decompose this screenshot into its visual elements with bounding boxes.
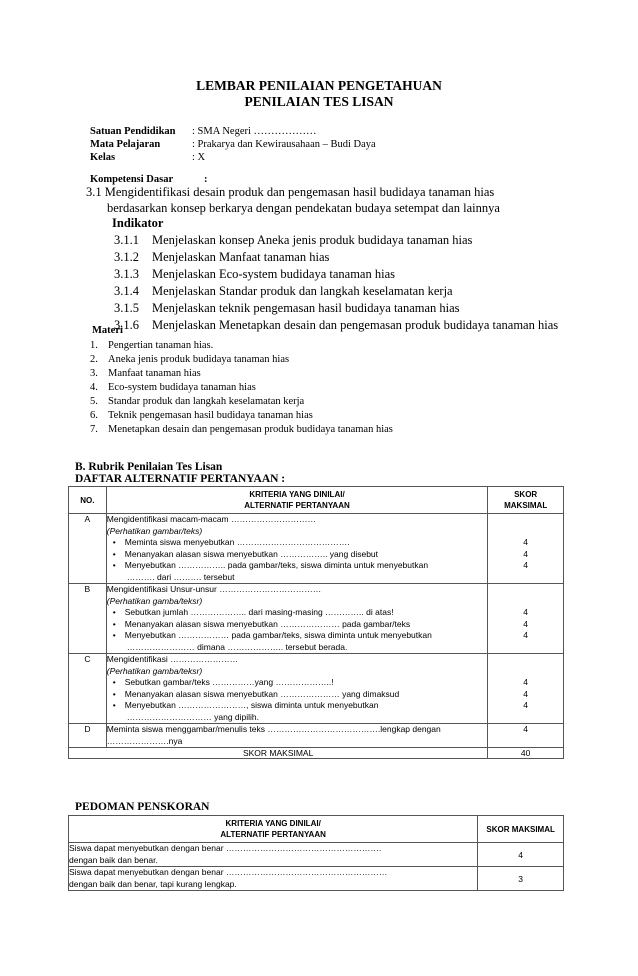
score-value: 4 bbox=[523, 548, 529, 559]
criteria-note: (Perhatikan gambar/teks) bbox=[106, 525, 203, 536]
info-value-mapel: : Prakarya dan Kewirausahaan – Budi Daya bbox=[192, 139, 376, 150]
info-value-kd: : bbox=[204, 174, 208, 185]
row-scores bbox=[488, 724, 564, 748]
score-value: 3 bbox=[478, 867, 564, 891]
score-value: 4 bbox=[523, 618, 529, 629]
materi-item: Eco-system budidaya tanaman hias bbox=[108, 382, 256, 393]
score-value: 4 bbox=[523, 537, 529, 547]
criteria-bullet-cont: ………. dari ………. tersebut bbox=[126, 571, 235, 582]
table-row bbox=[69, 654, 564, 724]
materi-num: 1. bbox=[90, 340, 98, 351]
materi-item: Teknik pengemasan hasil budidaya tanaman hias bbox=[108, 410, 313, 421]
materi-num: 3. bbox=[90, 368, 98, 379]
materi-num: 6. bbox=[90, 410, 98, 421]
criteria-note: (Perhatikan gamba/teksr) bbox=[106, 665, 203, 676]
bullet-icon: • bbox=[112, 630, 116, 640]
indikator-text: Menjelaskan Menetapkan desain dan pengemasan produk budidaya tanaman hias bbox=[152, 318, 559, 332]
table-row bbox=[69, 843, 564, 867]
table-row bbox=[69, 724, 564, 748]
total-label: SKOR MAKSIMAL bbox=[69, 748, 488, 759]
info-value-satuan: : SMA Negeri ……………… bbox=[192, 126, 317, 137]
info-label-kd: Kompetensi Dasar bbox=[90, 174, 174, 185]
row-criteria bbox=[106, 584, 488, 654]
materi-item: Standar produk dan langkah keselamatan kerja bbox=[108, 396, 305, 407]
row-criteria bbox=[69, 843, 478, 867]
col-header-kriteria-line1: KRITERIA YANG DINILAI/ bbox=[249, 489, 345, 499]
row-no: B bbox=[69, 584, 107, 654]
table-row bbox=[69, 584, 564, 654]
row-criteria bbox=[106, 724, 488, 748]
materi-item: Menetapkan desain dan pengemasan produk budidaya tanaman hias bbox=[108, 424, 393, 435]
info-label-kelas: Kelas bbox=[90, 152, 116, 163]
indikator-text: Menjelaskan Manfaat tanaman hias bbox=[152, 250, 330, 264]
score-value: 4 bbox=[523, 724, 529, 734]
materi-num: 5. bbox=[90, 396, 98, 407]
row-criteria bbox=[69, 867, 478, 891]
col-header-skor: SKOR MAKSIMAL bbox=[478, 816, 564, 843]
daftar-heading: DAFTAR ALTERNATIF PERTANYAAN : bbox=[75, 473, 286, 485]
bullet-icon: • bbox=[112, 618, 116, 629]
col-header-no: NO. bbox=[69, 487, 107, 514]
col-header-kriteria-line2: ALTERNATIF PERTANYAAN bbox=[220, 830, 326, 839]
criteria-bullet: Menanyakan alasan siswa menyebutkan ………………… pada gambar/teks bbox=[124, 618, 411, 629]
materi-num: 2. bbox=[90, 354, 98, 365]
materi-heading: Materi bbox=[92, 325, 123, 336]
criteria-line: Siswa dapat menyebutkan dengan benar ………………………………………………… bbox=[69, 867, 388, 877]
document-subtitle: PENILAIAN TES LISAN bbox=[244, 94, 394, 109]
indikator-num: 3.1.3 bbox=[114, 267, 139, 281]
criteria-bullet: Sebutkan jumlah ……………….. dari masing-masing ………….. di atas! bbox=[124, 607, 394, 617]
info-label-mapel: Mata Pelajaran bbox=[90, 139, 161, 150]
pedoman-heading: PEDOMAN PENSKORAN bbox=[75, 801, 210, 813]
indikator-text: Menjelaskan konsep Aneka jenis produk budidaya tanaman hias bbox=[152, 233, 473, 247]
indikator-num: 3.1.2 bbox=[114, 250, 139, 264]
criteria-bullet: Menanyakan alasan siswa menyebutkan ………………… yang dimaksud bbox=[124, 688, 400, 699]
score-value: 4 bbox=[523, 677, 529, 687]
bullet-icon: • bbox=[112, 548, 116, 559]
total-value: 40 bbox=[488, 748, 564, 759]
materi-item: Aneka jenis produk budidaya tanaman hias bbox=[108, 354, 290, 365]
col-header-kriteria-line2: ALTERNATIF PERTANYAAN bbox=[244, 501, 350, 510]
criteria-bullet: Menyebutkan …………….. pada gambar/teks, siswa diminta untuk menyebutkan bbox=[124, 560, 429, 570]
row-scores bbox=[488, 654, 564, 724]
indikator-heading: Indikator bbox=[112, 216, 164, 230]
indikator-num: 3.1.6 bbox=[114, 318, 139, 332]
col-header-skor-line1: SKOR bbox=[514, 489, 538, 499]
indikator-num: 3.1.4 bbox=[114, 284, 139, 298]
indikator-num: 3.1.5 bbox=[114, 301, 139, 315]
score-value: 4 bbox=[523, 700, 529, 710]
score-value: 4 bbox=[523, 560, 529, 570]
criteria-line: dengan baik dan benar, tapi kurang lengkap. bbox=[69, 878, 237, 889]
criteria-bullet-cont: ………………………… yang dipilih. bbox=[126, 711, 260, 722]
row-no: D bbox=[69, 724, 107, 748]
materi-num: 7. bbox=[90, 424, 98, 435]
scoring-table bbox=[68, 815, 564, 891]
criteria-line: Meminta siswa menggambar/menulis teks ………………………………….lengkap dengan bbox=[106, 724, 441, 734]
materi-num: 4. bbox=[90, 382, 98, 393]
row-criteria bbox=[106, 654, 488, 724]
col-header-kriteria bbox=[106, 487, 488, 514]
score-value: 4 bbox=[523, 630, 529, 640]
kd-line-1: 3.1 Mengidentifikasi desain produk dan pengemasan hasil budidaya tanaman hias bbox=[86, 185, 495, 199]
col-header-skor-line2: MAKSIMAL bbox=[504, 501, 548, 510]
col-header-kriteria bbox=[69, 816, 478, 843]
score-value: 4 bbox=[523, 607, 529, 617]
row-scores bbox=[488, 514, 564, 584]
bullet-icon: • bbox=[112, 537, 116, 547]
bullet-icon: • bbox=[112, 677, 116, 687]
row-no: C bbox=[69, 654, 107, 724]
question-table bbox=[68, 486, 564, 759]
criteria-bullet: Menyebutkan ……………… pada gambar/teks, siswa diminta untuk menyebutkan bbox=[124, 630, 432, 640]
criteria-note: (Perhatikan gamba/teksr) bbox=[106, 595, 203, 606]
score-value: 4 bbox=[523, 688, 529, 699]
table-row bbox=[69, 514, 564, 584]
indikator-text: Menjelaskan teknik pengemasan hasil budidaya tanaman hias bbox=[152, 301, 460, 315]
criteria-line: Mengidentifikasi macam-macam ………………………… bbox=[106, 514, 316, 524]
materi-item: Pengertian tanaman hias. bbox=[108, 340, 214, 351]
row-criteria bbox=[106, 514, 488, 584]
bullet-icon: • bbox=[112, 560, 116, 570]
row-no: A bbox=[69, 514, 107, 584]
criteria-bullet-cont: …………………… dimana ……………….. tersebut berada. bbox=[126, 641, 348, 652]
info-label-satuan: Satuan Pendidikan bbox=[90, 126, 176, 137]
criteria-line: Siswa dapat menyebutkan dengan benar ………………………………………………. bbox=[69, 843, 382, 853]
criteria-line: ………………….nya bbox=[106, 735, 183, 746]
criteria-bullet: Menyebutkan ……………………, siswa diminta untuk menyebutkan bbox=[124, 700, 379, 710]
criteria-bullet: Menanyakan alasan siswa menyebutkan …………….. yang disebut bbox=[124, 548, 379, 559]
row-scores bbox=[488, 584, 564, 654]
info-value-kelas: : X bbox=[192, 152, 206, 163]
col-header-kriteria-line1: KRITERIA YANG DINILAI/ bbox=[225, 818, 321, 828]
document-title: LEMBAR PENILAIAN PENGETAHUAN bbox=[196, 78, 442, 93]
col-header-skor bbox=[488, 487, 564, 514]
score-value: 4 bbox=[478, 843, 564, 867]
kd-line-2: berdasarkan konsep berkarya dengan pendekatan budaya setempat dan lainnya bbox=[107, 201, 500, 215]
criteria-line: Mengidentifikasi …………………… bbox=[106, 654, 239, 664]
bullet-icon: • bbox=[112, 700, 116, 710]
rubrik-heading: B. Rubrik Penilaian Tes Lisan bbox=[75, 461, 223, 473]
table-row bbox=[69, 867, 564, 891]
materi-item: Manfaat tanaman hias bbox=[108, 368, 201, 379]
indikator-text: Menjelaskan Eco-system budidaya tanaman hias bbox=[152, 267, 395, 281]
criteria-bullet: Meminta siswa menyebutkan …………………………………. bbox=[124, 537, 350, 547]
total-row bbox=[69, 748, 564, 759]
bullet-icon: • bbox=[112, 688, 116, 699]
indikator-num: 3.1.1 bbox=[114, 233, 139, 247]
bullet-icon: • bbox=[112, 607, 116, 617]
criteria-line: Mengidentifikasi Unsur-unsur ……………………………… bbox=[106, 584, 322, 594]
indikator-text: Menjelaskan Standar produk dan langkah keselamatan kerja bbox=[152, 284, 453, 298]
criteria-bullet: Sebutkan gambar/teks ……………yang ………………..! bbox=[124, 677, 334, 687]
criteria-line: dengan baik dan benar. bbox=[69, 854, 158, 865]
